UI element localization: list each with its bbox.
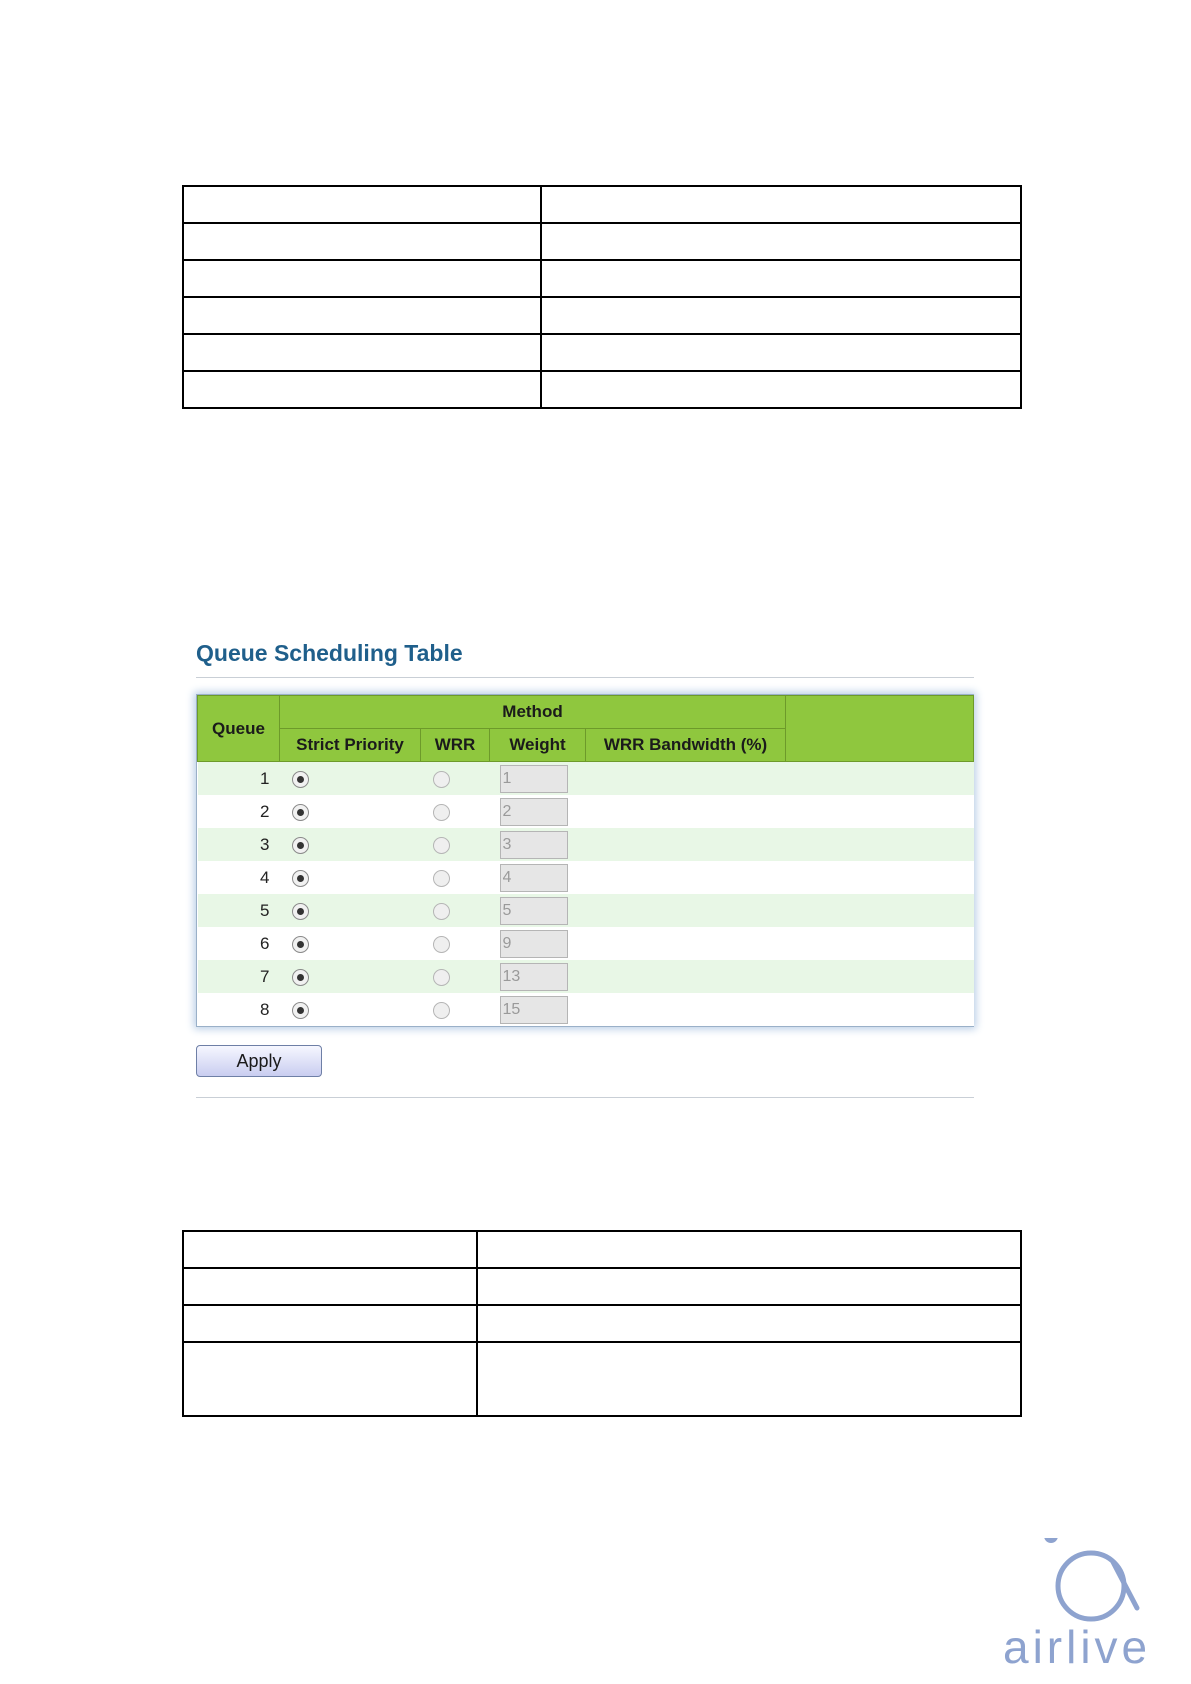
empty-cell: [786, 960, 974, 993]
wrr-radio[interactable]: [433, 837, 450, 854]
queue-number: 4: [198, 861, 280, 894]
weight-input[interactable]: [500, 963, 568, 991]
queue-row: [198, 795, 974, 828]
weight-input[interactable]: [500, 765, 568, 793]
queue-number: 8: [198, 993, 280, 1026]
strict-priority-radio[interactable]: [292, 903, 309, 920]
apply-button[interactable]: Apply: [196, 1045, 322, 1077]
empty-cell: [786, 762, 974, 796]
weight-cell: [490, 795, 586, 828]
header-method: Method: [280, 696, 786, 729]
strict-priority-radio[interactable]: [292, 837, 309, 854]
weight-cell: [490, 762, 586, 796]
wrr-cell: [421, 861, 490, 894]
header-wrr-bandwidth: WRR Bandwidth (%): [586, 729, 786, 762]
queue-scheduling-title: Queue Scheduling Table: [196, 640, 463, 666]
wrr-bandwidth-value: [586, 927, 786, 960]
weight-cell: [490, 960, 586, 993]
weight-input[interactable]: [500, 897, 568, 925]
header-weight: Weight: [490, 729, 586, 762]
strict-priority-cell: [280, 927, 421, 960]
wrr-cell: [421, 762, 490, 796]
wrr-cell: [421, 795, 490, 828]
weight-input[interactable]: [500, 798, 568, 826]
empty-cell: [786, 993, 974, 1026]
wrr-cell: [421, 960, 490, 993]
wrr-bandwidth-value: [586, 894, 786, 927]
title-divider: [196, 677, 974, 678]
wrr-radio[interactable]: [433, 771, 450, 788]
queue-row: [198, 927, 974, 960]
strict-priority-cell: [280, 894, 421, 927]
weight-cell: [490, 894, 586, 927]
queue-scheduling-panel: [196, 694, 974, 1027]
wrr-bandwidth-value: [586, 861, 786, 894]
header-strict-priority: Strict Priority: [280, 729, 421, 762]
queue-number: 5: [198, 894, 280, 927]
queue-number: 2: [198, 795, 280, 828]
strict-priority-cell: [280, 762, 421, 796]
strict-priority-radio[interactable]: [292, 969, 309, 986]
queue-rows: [198, 762, 974, 1027]
weight-input[interactable]: [500, 864, 568, 892]
queue-scheduling-table: [197, 695, 974, 1026]
wrr-bandwidth-value: [586, 795, 786, 828]
weight-input[interactable]: [500, 831, 568, 859]
weight-cell: [490, 828, 586, 861]
strict-priority-cell: [280, 861, 421, 894]
queue-row: [198, 894, 974, 927]
strict-priority-radio[interactable]: [292, 771, 309, 788]
wrr-cell: [421, 927, 490, 960]
queue-number: 1: [198, 762, 280, 796]
wrr-bandwidth-value: [586, 960, 786, 993]
weight-cell: [490, 861, 586, 894]
wrr-cell: [421, 828, 490, 861]
wrr-radio[interactable]: [433, 936, 450, 953]
empty-cell: [786, 828, 974, 861]
wrr-radio[interactable]: [433, 870, 450, 887]
queue-number: 6: [198, 927, 280, 960]
airlive-logo-text: airlive: [1003, 1621, 1152, 1673]
wrr-cell: [421, 993, 490, 1026]
wrr-bandwidth-value: [586, 828, 786, 861]
strict-priority-radio[interactable]: [292, 936, 309, 953]
strict-priority-cell: [280, 960, 421, 993]
empty-cell: [786, 894, 974, 927]
bottom-divider: [196, 1097, 974, 1098]
strict-priority-cell: [280, 795, 421, 828]
wrr-bandwidth-value: [586, 762, 786, 796]
wrr-radio[interactable]: [433, 903, 450, 920]
queue-number: 7: [198, 960, 280, 993]
strict-priority-cell: [280, 993, 421, 1026]
header-queue: Queue: [198, 696, 280, 762]
wrr-bandwidth-value: [586, 993, 786, 1026]
weight-input[interactable]: [500, 930, 568, 958]
header-wrr: WRR: [421, 729, 490, 762]
wrr-cell: [421, 894, 490, 927]
strict-priority-cell: [280, 828, 421, 861]
queue-row: [198, 828, 974, 861]
queue-number: 3: [198, 828, 280, 861]
document-table-bottom: [182, 1230, 1022, 1417]
wrr-radio[interactable]: [433, 969, 450, 986]
empty-cell: [786, 861, 974, 894]
queue-row: [198, 861, 974, 894]
queue-row: [198, 762, 974, 796]
wrr-radio[interactable]: [433, 1002, 450, 1019]
wrr-radio[interactable]: [433, 804, 450, 821]
strict-priority-radio[interactable]: [292, 870, 309, 887]
queue-row: [198, 960, 974, 993]
strict-priority-radio[interactable]: [292, 804, 309, 821]
weight-cell: [490, 993, 586, 1026]
strict-priority-radio[interactable]: [292, 1002, 309, 1019]
weight-input[interactable]: [500, 996, 568, 1024]
queue-row: [198, 993, 974, 1026]
header-empty: [786, 696, 974, 762]
empty-cell: [786, 795, 974, 828]
empty-cell: [786, 927, 974, 960]
weight-cell: [490, 927, 586, 960]
document-table-top: [182, 185, 1022, 409]
